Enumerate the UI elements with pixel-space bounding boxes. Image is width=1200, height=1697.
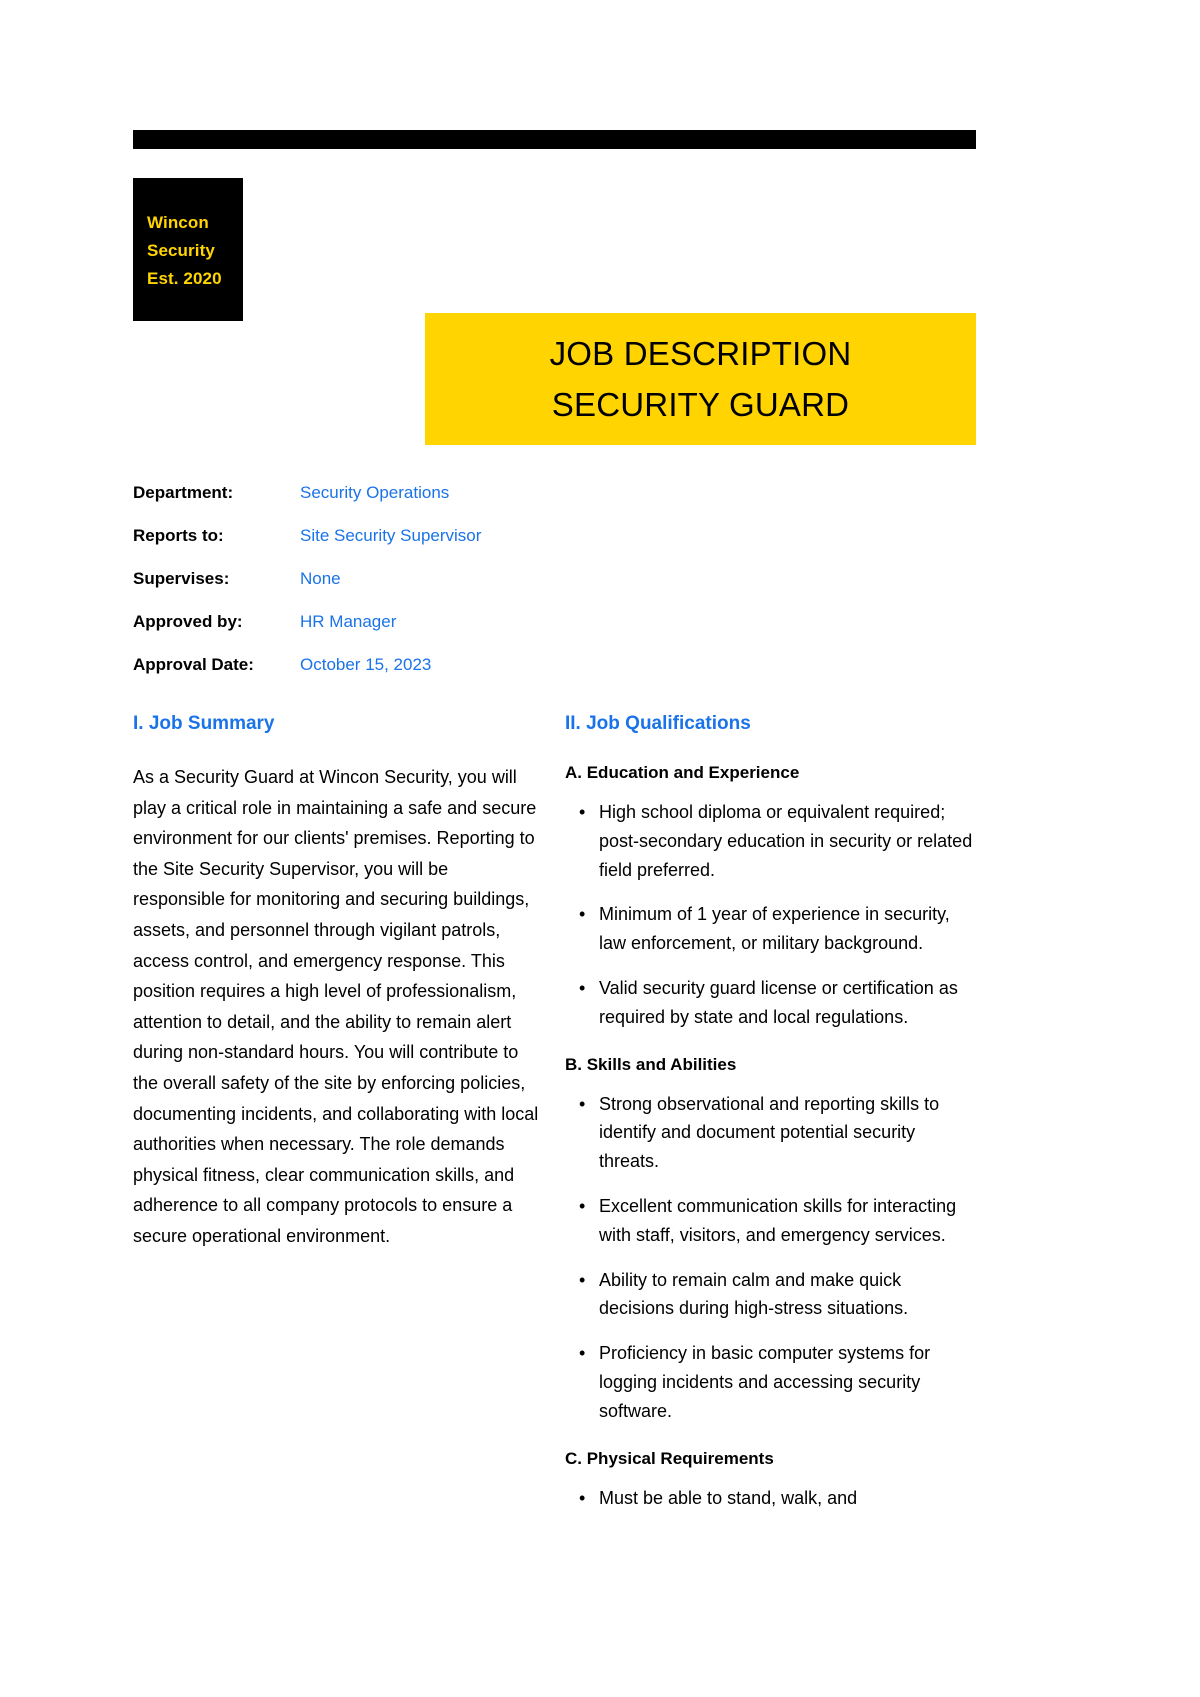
logo-line-1: Wincon — [147, 213, 209, 232]
logo-line-3: Est. 2020 — [147, 269, 222, 288]
metadata-row-approved-by — [133, 612, 633, 655]
job-summary-column — [133, 712, 545, 1252]
metadata-label: Reports to: — [133, 526, 224, 545]
metadata-label: Approved by: — [133, 612, 243, 631]
job-qualifications-column — [565, 712, 977, 1512]
metadata-label: Department: — [133, 483, 234, 502]
title-line-1: JOB DESCRIPTION — [549, 335, 852, 372]
list-item: • Valid security guard license or certification as required by state and local regulations. — [565, 974, 977, 1032]
metadata-value: HR Manager — [300, 612, 397, 631]
list-item: • Strong observational and reporting skills to identify and document potential security threats. — [565, 1090, 977, 1176]
physical-requirements-heading: C. Physical Requirements — [565, 1448, 774, 1468]
metadata-value: Site Security Supervisor — [300, 526, 482, 545]
company-logo — [133, 178, 243, 321]
metadata-row-reports-to — [133, 526, 633, 569]
title-line-2: SECURITY GUARD — [551, 386, 850, 423]
metadata-label: Approval Date: — [133, 655, 254, 674]
metadata-row-supervises — [133, 569, 633, 612]
metadata-label: Supervises: — [133, 569, 230, 588]
job-qualifications-heading: II. Job Qualifications — [565, 713, 751, 734]
header-rule — [133, 130, 976, 149]
job-summary-paragraph: As a Security Guard at Wincon Security, you will play a critical role in maintaining a safe and secure environment for our clients' premises. Reporting to the Site Security Supervisor, you will be responsible for monitoring and securing buildings, assets, and personnel through vigilant patrols, access control, and emergency response. This position requires a high level of professionalism, attention to detail, and the ability to remain alert during non-standard hours. You will contribute to the overall safety of the site by enforcing policies, documenting incidents, and collaborating with local authorities when necessary. The role demands physical fitness, clear communication skills, and adherence to all company protocols to ensure a secure operational environment. — [133, 767, 539, 1246]
list-item: • Ability to remain calm and make quick decisions during high-stress situations. — [565, 1266, 977, 1324]
physical-requirements-list — [565, 1484, 977, 1513]
list-item: • High school diploma or equivalent required; post-secondary education in security or related field preferred. — [565, 798, 977, 884]
metadata-value: Security Operations — [300, 483, 450, 502]
logo-line-2: Security — [147, 241, 215, 260]
metadata-table — [133, 483, 633, 698]
metadata-value: None — [300, 569, 341, 588]
education-experience-list — [565, 798, 977, 1032]
list-item: • Minimum of 1 year of experience in security, law enforcement, or military background. — [565, 900, 977, 958]
job-summary-heading: I. Job Summary — [133, 713, 275, 734]
document-title-banner — [425, 313, 976, 445]
skills-abilities-list — [565, 1090, 977, 1426]
list-item: • Must be able to stand, walk, and — [565, 1484, 977, 1513]
skills-abilities-heading: B. Skills and Abilities — [565, 1054, 737, 1074]
list-item: • Proficiency in basic computer systems for logging incidents and accessing security software. — [565, 1339, 977, 1425]
list-item: • Excellent communication skills for interacting with staff, visitors, and emergency services. — [565, 1192, 977, 1250]
metadata-value: October 15, 2023 — [300, 655, 432, 674]
metadata-row-department — [133, 483, 633, 526]
metadata-row-approval-date — [133, 655, 633, 698]
education-experience-heading: A. Education and Experience — [565, 763, 800, 782]
